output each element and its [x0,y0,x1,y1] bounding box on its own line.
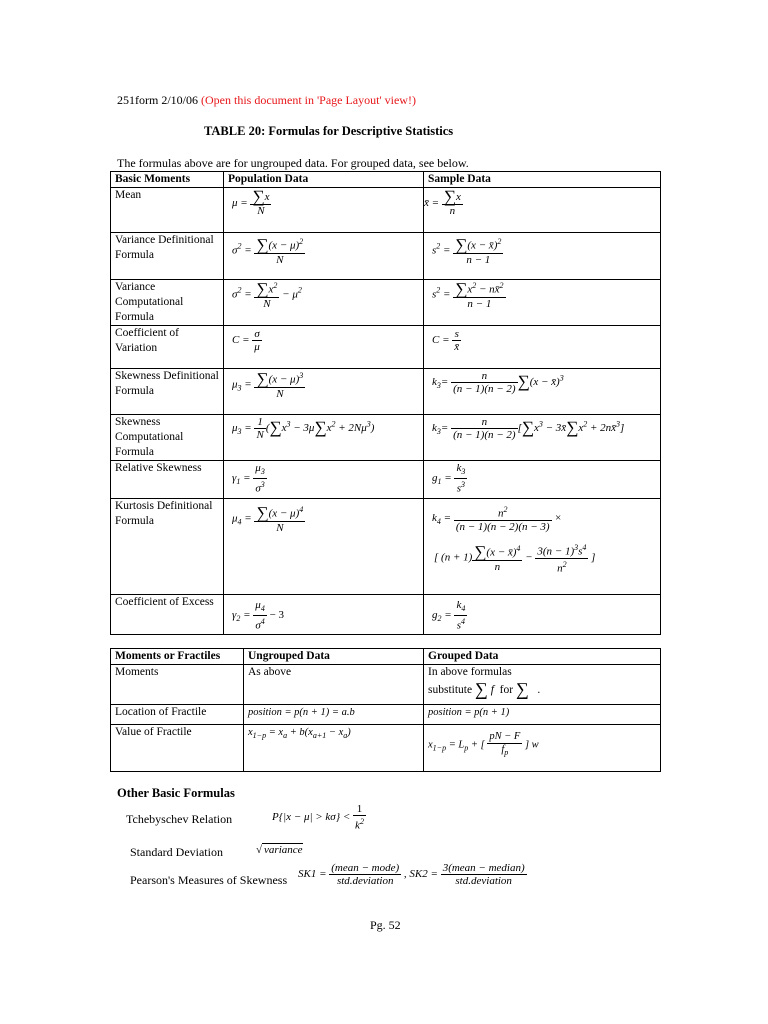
table-row [111,705,661,725]
formula-location-ungrouped: position = p(n + 1) = a.b [248,707,355,718]
row-label-coef-excess: Coefficient of Excess [111,595,224,635]
tchebyschev-label: Tchebyschev Relation [126,812,233,826]
formula-pop-rel-skew: $\gamma_1$ = $\frac{\mu_3}{\sigma^3}$ [232,462,265,495]
formula-pop-cv: C = $\frac{\sigma}{\mu}$ [232,328,260,353]
pearson-label: Pearson's Measures of Skewness [130,873,288,887]
grouped-line-1: In above formulas [428,666,512,678]
stddev-label: Standard Deviation [130,845,223,859]
row-label-variance-comp: Variance Computational Formula [111,280,224,326]
row-label-relative-skewness: Relative Skewness [111,461,224,499]
row-label-skewness-def: Skewness Definitional Formula [111,369,224,415]
formula-sample-variance-comp: $s^2$ = $\frac{\sum x^2 - nx̄^2}{n - 1}$ [432,279,504,310]
formula-sample-rel-skew: $g_1$ = $\frac{k_3}{s^3}$ [432,462,466,495]
formula-tchebyschev: P{|x − μ| > kσ} < $\frac{1}{k^2}$ [272,803,364,832]
row-label-coef-variation: Coefficient of Variation [111,326,224,369]
formula-value-ungrouped: $x_{1-p} = x_a + b(x_{a+1} - x_a)$ [248,727,351,741]
row-label-skewness-comp: Skewness Computational Formula [111,415,224,461]
col-header-grouped: Grouped Data [424,649,661,665]
col-header-population: Population Data [224,172,424,188]
view-note: (Open this document in 'Page Layout' view!) [201,93,416,107]
grouped-substitute: substitute [428,684,473,696]
formula-location-grouped: position = p(n + 1) [428,707,510,718]
table-row [111,369,661,415]
row-label-variance-def: Variance Definitional Formula [111,233,224,280]
col-header-sample: Sample Data [424,172,661,188]
col-header-ungrouped: Ungrouped Data [244,649,424,665]
formula-pop-variance-def: $\sigma^2$ = $\frac{\sum(x - \mu)^2}{N}$ [232,235,304,266]
formula-sample-skew-def: $k_3=$ $\frac{n}{(n - 1)(n - 2)}$ ∑(x − x̄)$^3$ [432,370,564,395]
table-row [111,595,661,635]
table-row [111,326,661,369]
formula-sample-excess: $g_2$ = $\frac{k_4}{s^4}$ [432,599,466,632]
formula-pearson: SK1 = (mean − mode) std.deviation , SK2 = 3(mean − median) std.deviation [298,862,525,887]
formula-value-grouped: $x_{1-p} = L_p$ + [ $\frac{pN - F}{f_p}$ ] w [428,731,539,758]
formula-pop-skew-def: $\mu_3$ = $\frac{\sum(x - \mu)^3}{N}$ [232,369,304,400]
grouped-for: for [499,684,514,696]
formula-pop-variance-comp: $\sigma^2$ = $\frac{\sum x^2}{N}$ − $\mu^2$ [232,279,302,310]
table-row [111,461,661,499]
page-number: Pg. 52 [370,918,401,932]
formula-pop-mean: μ = $\frac{\sum x}{N}$ [232,187,270,217]
table-row [111,233,661,280]
row-label-kurtosis-def: Kurtosis Definitional Formula [111,499,224,595]
formula-stddev: √ variance [256,844,303,856]
formula-sample-mean: x̄ = $\frac{\sum x}{n}$ [424,187,461,217]
other-formulas-heading: Other Basic Formulas [117,786,235,800]
table-row [111,725,661,772]
col-header-moments-fractiles: Moments or Fractiles [111,649,244,665]
row-label-mean: Mean [111,188,224,233]
document-header [117,93,416,108]
cell-as-above: As above [244,665,424,705]
row-label-moments: Moments [111,665,244,705]
cell-grouped-moments: In above formulas substitute ∑ f for ∑ . [424,665,661,705]
formula-pop-skew-comp: $\mu_3$ = $\frac{1}{N}$ $(\sum x^3 - 3\mu\sum x^2 + 2N\mu^3)$ [232,416,375,441]
col-header-basic-moments: Basic Moments [111,172,224,188]
formula-sample-skew-comp: $k_3=$ $\frac{n}{(n - 1)(n - 2)}$ [$\sum x^3$ − $3x̄\sum x^2$ + 2nx̄$^3$] [432,416,625,441]
document-id: 251form 2/10/06 [117,93,198,107]
row-label-location-fractile: Location of Fractile [111,705,244,725]
formula-pop-excess: $\gamma_2$ = $\frac{\mu_4}{\sigma^4}$ − 3 [232,599,285,632]
page-title: TABLE 20: Formulas for Descriptive Statistics [204,124,454,138]
formula-sample-variance-def: $s^2$ = $\frac{\sum(x - x̄)^2}{n - 1}$ [432,235,502,266]
table-row [111,665,661,705]
formula-sample-kurtosis-2: [ (n + 1) $\frac{\sum(x - x̄)^4}{n}$ − $\frac{3(n - 1)^3s^4}{n^2}$ ] [434,542,596,575]
formula-sample-kurtosis-1: $k_4$ = $\frac{n^2}{(n - 1)(n - 2)(n - 3)}$ × [432,505,562,533]
formula-sample-cv: C = $\frac{s}{x̄}$ [432,328,460,353]
formula-pop-kurtosis: $\mu_4$ = $\frac{\sum(x - \mu)^4}{N}$ [232,503,304,534]
intro-text: The formulas above are for ungrouped data. For grouped data, see below. [117,156,469,170]
row-label-value-fractile: Value of Fractile [111,725,244,772]
table-row [111,280,661,326]
table-row [111,188,661,233]
fractiles-table [110,648,661,772]
